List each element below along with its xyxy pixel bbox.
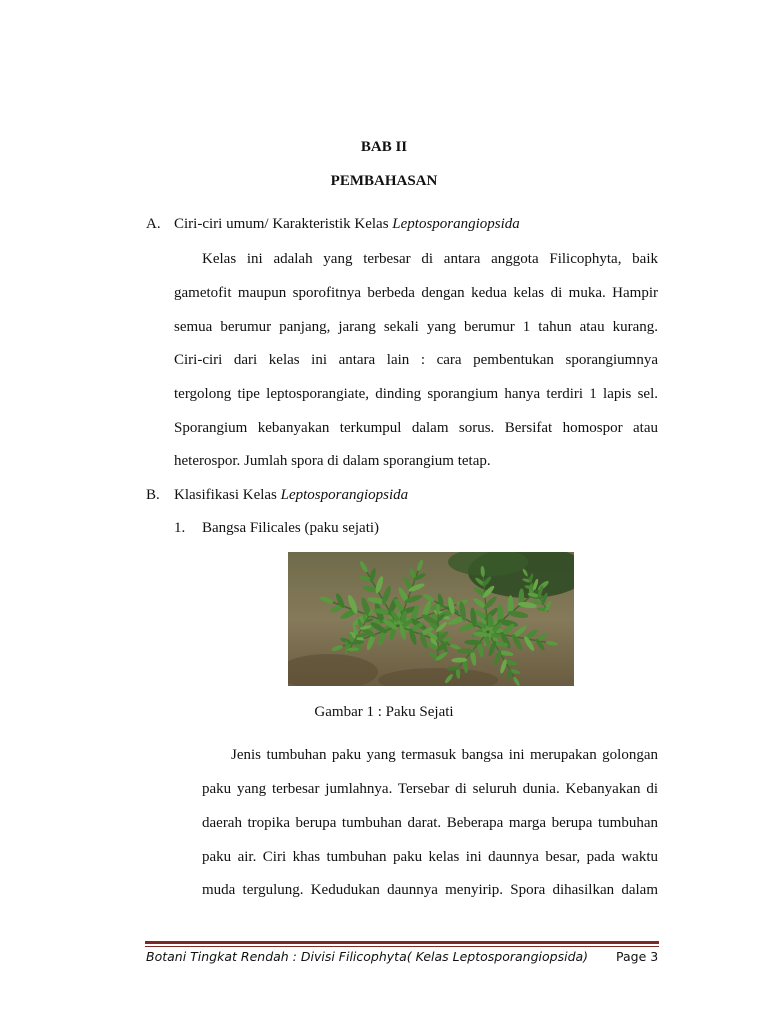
section-a-title-italic: Leptosporangiopsida bbox=[392, 216, 520, 232]
section-a-line: Kelas ini adalah yang terbesar di antara anggota Filicophyta, baik bbox=[202, 251, 658, 267]
section-b-title bbox=[174, 486, 408, 504]
section-a-title-text: Ciri-ciri umum/ Karakteristik Kelas bbox=[174, 216, 393, 232]
footer-title: Botani Tingkat Rendah : Divisi Filicophyta( Kelas Leptosporangiopsida) bbox=[146, 949, 589, 964]
fern-photo bbox=[288, 552, 574, 686]
section-b-line: muda tergulung. Kedudukan daunnya menyirip. Spora dihasilkan dalam bbox=[202, 882, 658, 898]
page-number: Page 3 bbox=[616, 949, 659, 964]
section-b-line: paku air. Ciri khas tumbuhan paku kelas ini daunnya besar, pada waktu bbox=[202, 849, 658, 865]
section-b-line: Jenis tumbuhan paku yang termasuk bangsa ini merupakan golongan bbox=[231, 747, 658, 763]
footer-rule-thin bbox=[145, 946, 659, 947]
section-b-line: paku yang terbesar jumlahnya. Tersebar di seluruh dunia. Kebanyakan di bbox=[202, 781, 658, 797]
section-a-marker: A. bbox=[146, 216, 161, 232]
footer-rule-thick bbox=[145, 941, 659, 944]
page-title: PEMBAHASAN bbox=[330, 173, 438, 189]
section-b-title-italic: Leptosporangiopsida bbox=[280, 487, 409, 503]
section-b-marker: B. bbox=[146, 487, 160, 503]
section-a-line: semua berumur panjang, jarang sekali yang berumur 1 tahun atau kurang. bbox=[174, 319, 658, 335]
section-a-line: tergolong tipe leptosporangiate, dinding sporangium hanya terdiri 1 lapis sel. bbox=[174, 386, 658, 402]
section-b-line: daerah tropika berupa tumbuhan darat. Beberapa marga berupa tumbuhan bbox=[202, 815, 658, 831]
section-a-line: gametofit maupun sporofitnya berbeda dengan kedua kelas di muka. Hampir bbox=[174, 285, 658, 301]
section-a-line: heterospor. Jumlah spora di dalam sporangium tetap. bbox=[174, 453, 491, 469]
section-a-line: Ciri-ciri dari kelas ini antara lain : cara pembentukan sporangiumnya bbox=[174, 352, 658, 368]
chapter-label: BAB II bbox=[360, 139, 408, 155]
figure-caption: Gambar 1 : Paku Sejati bbox=[314, 704, 454, 720]
section-a-line: Sporangium kebanyakan terkumpul dalam sorus. Bersifat homospor atau bbox=[174, 420, 658, 436]
item-1-label: Bangsa Filicales (paku sejati) bbox=[202, 520, 380, 536]
item-1-marker: 1. bbox=[174, 520, 186, 536]
section-a-title bbox=[174, 215, 520, 233]
section-b-title-text: Klasifikasi Kelas bbox=[174, 487, 281, 503]
